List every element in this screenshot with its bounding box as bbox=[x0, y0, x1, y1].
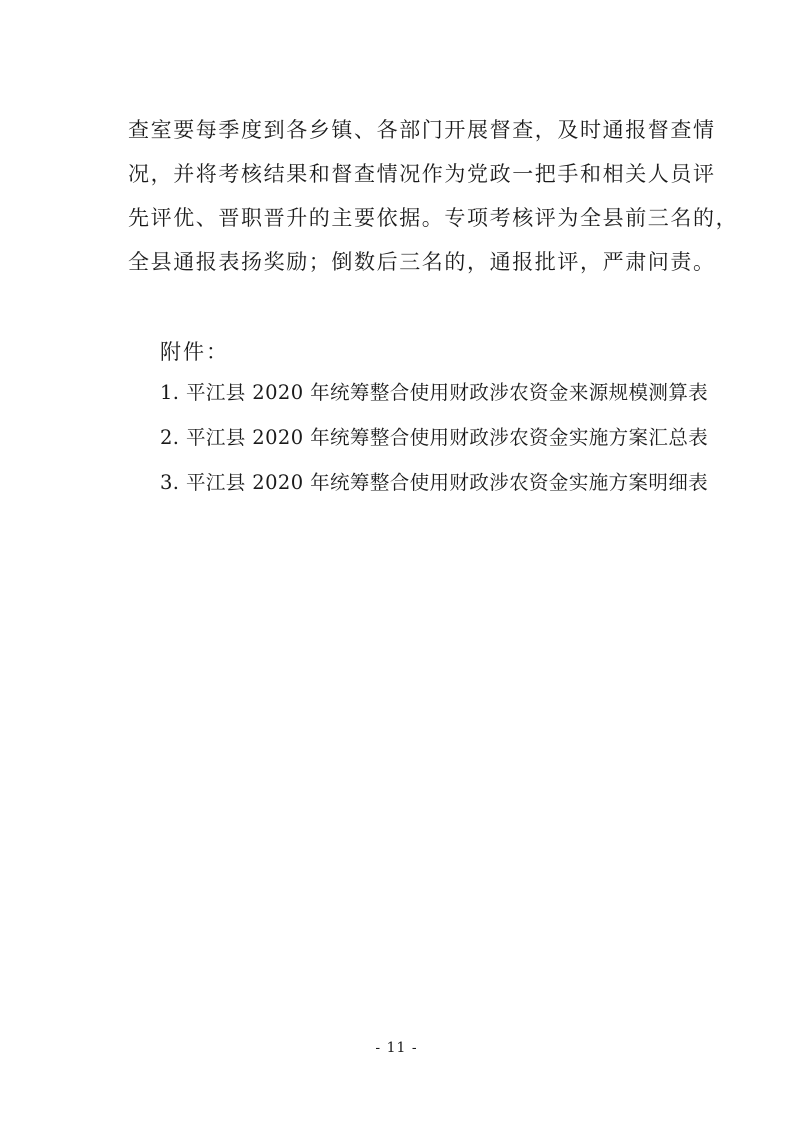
attachment-item-2: 2. 平江县 2020 年统筹整合使用财政涉农资金实施方案汇总表 bbox=[160, 426, 709, 449]
body-paragraph bbox=[128, 108, 739, 284]
attachments-list bbox=[160, 370, 708, 505]
paragraph-line-2: 况，并将考核结果和督查情况作为党政一把手和相关人员评 bbox=[128, 162, 716, 186]
page-number: - 11 - bbox=[375, 1040, 418, 1056]
attachment-item-1: 1. 平江县 2020 年统筹整合使用财政涉农资金来源规模测算表 bbox=[160, 381, 709, 404]
attachments-heading: 附件： bbox=[160, 340, 229, 364]
paragraph-line-1: 查室要每季度到各乡镇、各部门开展督查，及时通报督查情 bbox=[128, 118, 716, 142]
attachment-item-3: 3. 平江县 2020 年统筹整合使用财政涉农资金实施方案明细表 bbox=[160, 471, 709, 494]
paragraph-line-3: 先评优、晋职晋升的主要依据。专项考核评为全县前三名的， bbox=[128, 206, 739, 230]
paragraph-line-4: 全县通报表扬奖励；倒数后三名的，通报批评，严肃问责。 bbox=[128, 250, 716, 274]
